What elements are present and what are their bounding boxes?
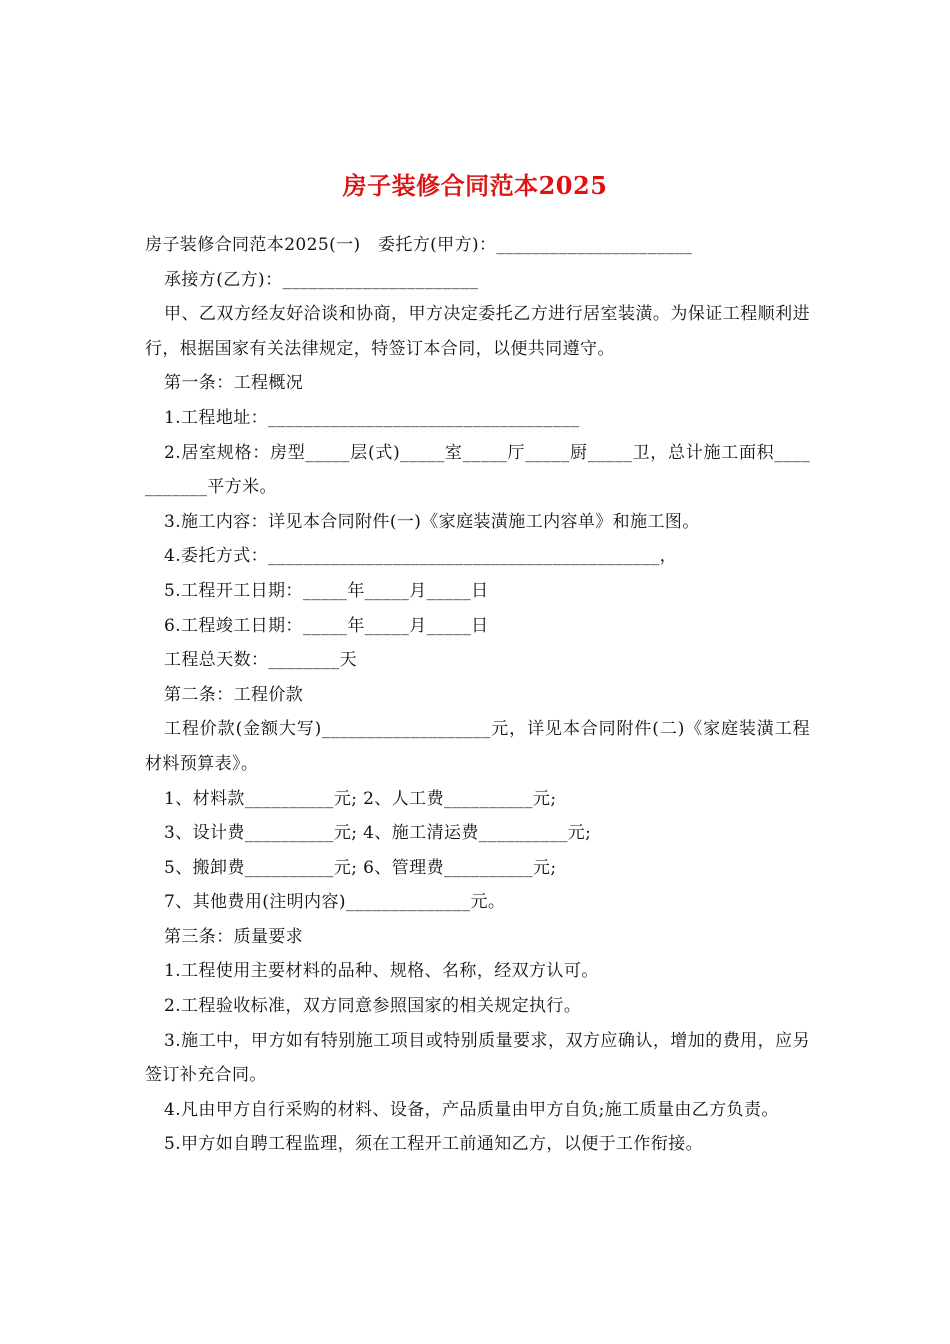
clause-2-item-7: 7、其他费用(注明内容)______________元。 bbox=[164, 892, 506, 913]
clause-2-items-5-6: 5、搬卸费__________元; 6、管理费__________元; bbox=[164, 857, 557, 878]
clause-3-3: 3.施工中，甲方如有特别施工项目或特别质量要求，双方应确认，增加的费用，应另签订补充合同。 bbox=[145, 1030, 810, 1086]
clause-1-4: 4.委托方式：____________________________________________， bbox=[164, 546, 678, 567]
document-title: 房子装修合同范本2025 bbox=[342, 171, 608, 201]
clause-3-2: 2.工程验收标准，双方同意参照国家的相关规定执行。 bbox=[164, 996, 582, 1017]
clause-1-2: 2.居室规格：房型_____层(式)_____室_____厅_____厨_____卫，总计施工面积___________平方米。 bbox=[145, 442, 810, 498]
clause-3-5: 5.甲方如自聘工程监理，须在工程开工前通知乙方，以便于工作衔接。 bbox=[164, 1134, 704, 1155]
clause-2-items-1-2: 1、材料款__________元; 2、人工费__________元; bbox=[164, 788, 557, 809]
clause-3-4: 4.凡由甲方自行采购的材料、设备，产品质量由甲方自负;施工质量由乙方负责。 bbox=[164, 1099, 779, 1120]
clause-1-3: 3.施工内容：详见本合同附件(一)《家庭装潢施工内容单》和施工图。 bbox=[164, 511, 700, 532]
clause-1-6: 6.工程竣工日期：_____年_____月_____日 bbox=[164, 615, 489, 636]
section-heading-1: 第一条：工程概况 bbox=[164, 373, 304, 394]
clause-1-5: 5.工程开工日期：_____年_____月_____日 bbox=[164, 580, 489, 601]
section-heading-3: 第三条：质量要求 bbox=[164, 926, 304, 947]
clause-1-total-days: 工程总天数：________天 bbox=[164, 650, 357, 671]
paragraph-preamble: 甲、乙双方经友好洽谈和协商，甲方决定委托乙方进行居室装潢。为保证工程顺利进行，根据国家有关法律规定，特签订本合同，以便共同遵守。 bbox=[145, 304, 810, 359]
clause-2-items-3-4: 3、设计费__________元; 4、施工清运费__________元; bbox=[164, 823, 592, 844]
clause-3-1: 1.工程使用主要材料的品种、规格、名称，经双方认可。 bbox=[164, 961, 599, 982]
clause-2-price: 工程价款(金额大写)___________________元，详见本合同附件(二)《家庭装潢工程材料预算表》。 bbox=[145, 719, 810, 774]
document-body bbox=[145, 228, 810, 1162]
paragraph-intro-party-a: 房子装修合同范本2025(一) 委托方(甲方)：______________________ bbox=[145, 235, 693, 255]
paragraph-party-b: 承接方(乙方)：______________________ bbox=[164, 269, 479, 290]
clause-1-1: 1.工程地址：___________________________________ bbox=[164, 407, 580, 428]
section-heading-2: 第二条：工程价款 bbox=[164, 684, 304, 705]
